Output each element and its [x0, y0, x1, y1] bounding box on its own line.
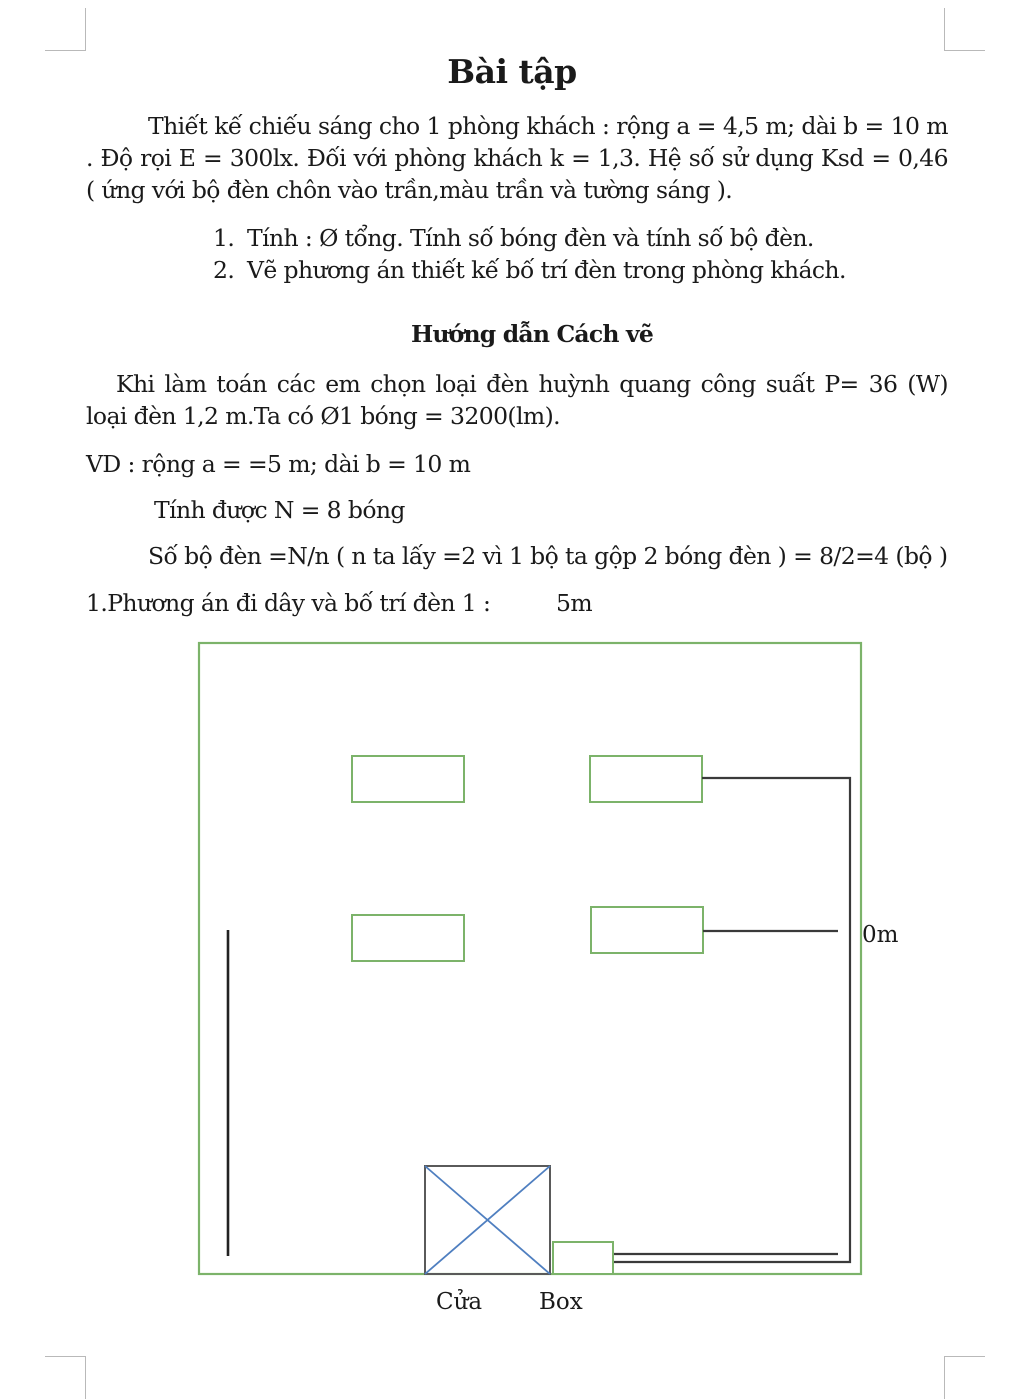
box-label: Box: [539, 1289, 583, 1315]
task-text: Tính : Ø tổng. Tính số bóng đèn và tính số bộ đèn.: [247, 224, 814, 252]
door-label: Cửa: [436, 1289, 483, 1315]
light-fixture-bottom-right: [591, 907, 703, 953]
width-label: 5m: [556, 589, 593, 617]
light-fixture-top-left: [352, 756, 464, 802]
room-outline: [199, 643, 861, 1274]
document-title: Bài tập: [447, 52, 577, 91]
task-number: 2.: [213, 256, 235, 284]
task-number: 1.: [213, 224, 235, 252]
wire-top-fixture: [612, 778, 850, 1262]
intro-paragraph: Thiết kế chiếu sáng cho 1 phòng khách : rộng a = 4,5 m; dài b = 10 m . Độ rọi E = 300lx. Đối với phòng khách k = 1,3. Hệ số sử dụng Ksd = 0,46 ( ứng với bộ đèn chôn vào trần,màu trần và tường sáng ).: [86, 112, 948, 204]
light-fixture-bottom-left: [352, 915, 464, 961]
fixture-count-line: Số bộ đèn =N/n ( n ta lấy =2 vì 1 bộ ta gộp 2 bóng đèn ) = 8/2=4 (bộ ): [148, 542, 948, 570]
guide-heading: Hướng dẫn Cách vẽ: [410, 320, 654, 348]
example-line: VD : rộng a = =5 m; dài b = 10 m: [86, 450, 471, 478]
option-label: 1.Phương án đi dây và bố trí đèn 1 :: [86, 589, 491, 617]
room-length-label: 0m: [862, 922, 899, 948]
task-text: Vẽ phương án thiết kế bố trí đèn trong phòng khách.: [247, 256, 846, 284]
guide-paragraph: Khi làm toán các em chọn loại đèn huỳnh quang công suất P= 36 (W) loại đèn 1,2 m.Ta có Ø1 bóng = 3200(lm).: [86, 370, 948, 430]
light-fixture-top-right: [590, 756, 702, 802]
result-n-line: Tính được N = 8 bóng: [154, 496, 405, 524]
junction-box: [553, 1242, 613, 1274]
